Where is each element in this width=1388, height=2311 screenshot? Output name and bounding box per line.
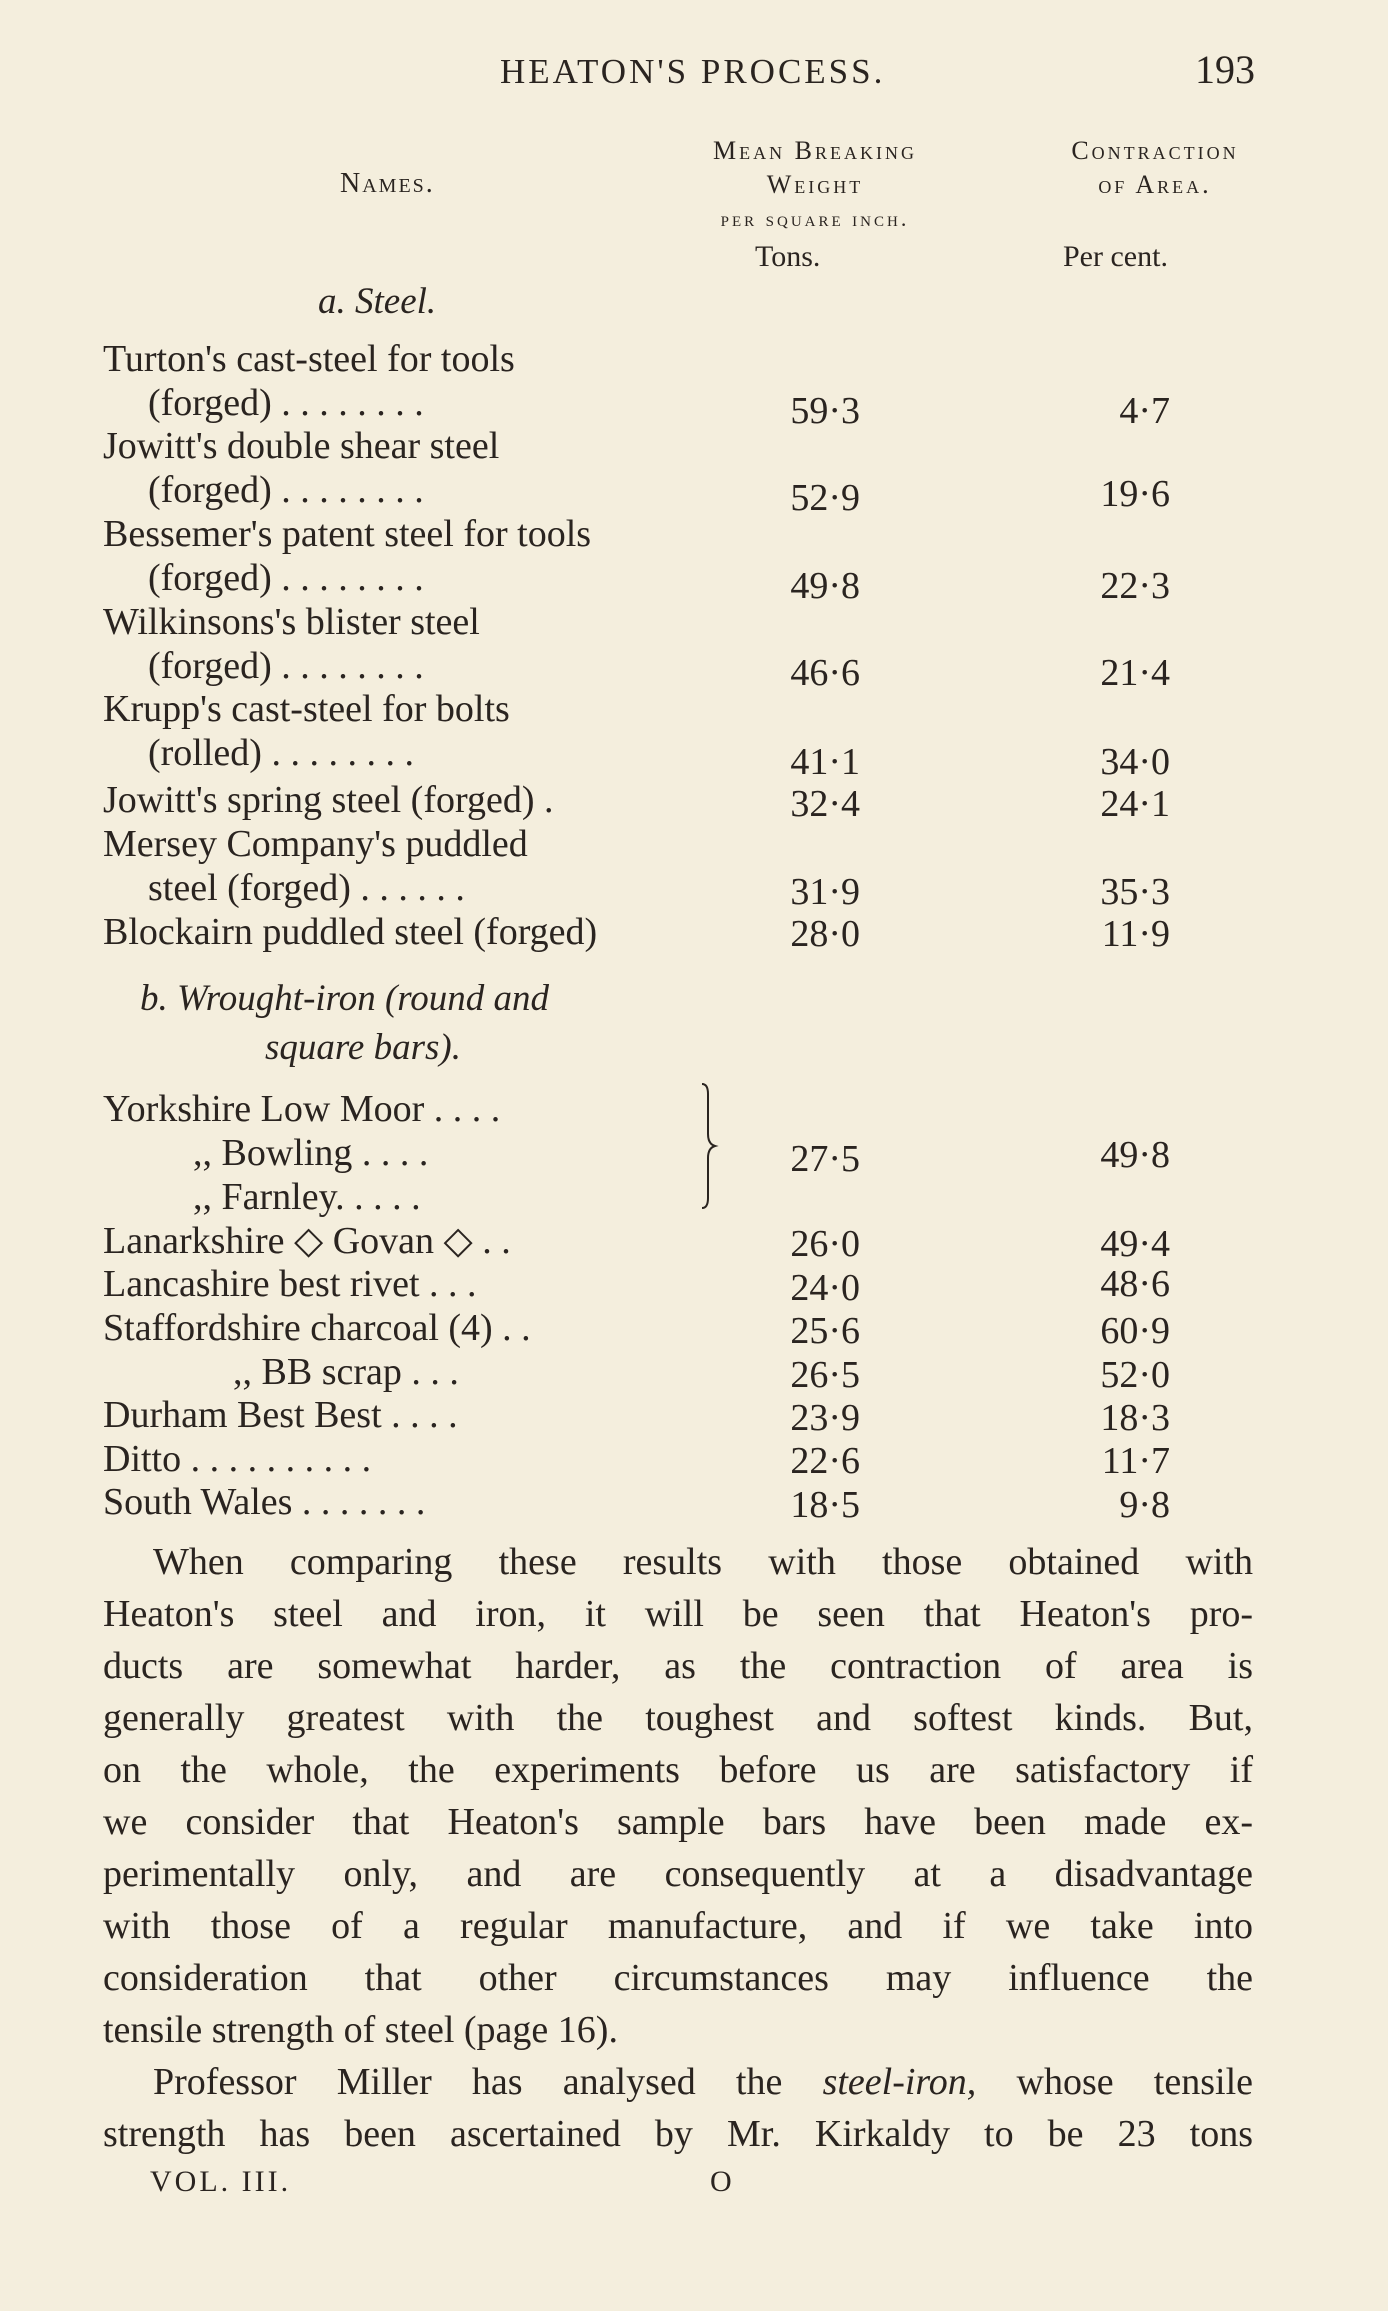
row-name-line: ,, Bowling . . . . [193, 1132, 429, 1174]
table-row [103, 337, 515, 425]
tons-value: 23·9 [790, 1397, 860, 1439]
body-paragraph [103, 2056, 1253, 2160]
row-name-line: Wilkinsons's blister steel [103, 601, 480, 643]
text-line: strength has been ascertained by Mr. Kirkaldy to be 23 tons [103, 2113, 1253, 2155]
table-row [103, 687, 510, 775]
table-row: Staffordshire charcoal (4) . . [103, 1307, 531, 1349]
text-line: on the whole, the experiments before us are satisfactory if [103, 1749, 1253, 1791]
tons-value: 31·9 [790, 871, 860, 913]
table-row [103, 910, 597, 954]
section-steel-heading: a. Steel. [318, 281, 437, 322]
percent-value: 48·6 [1100, 1263, 1170, 1305]
percent-value: 18·3 [1100, 1397, 1170, 1439]
mbw-header-line-3: per square inch. [720, 206, 910, 231]
percent-value: 52·0 [1100, 1354, 1170, 1396]
percent-value: 35·3 [1100, 871, 1170, 913]
percent-value: 34·0 [1100, 741, 1170, 783]
row-name-line: steel (forged) . . . . . . [148, 867, 465, 909]
table-row [103, 512, 591, 600]
table-row [103, 424, 499, 512]
mean-breaking-weight-header [660, 134, 970, 236]
table-row [103, 822, 528, 910]
text-line [103, 2056, 1253, 2108]
table-row [103, 1350, 459, 1394]
tons-value: 24·0 [790, 1267, 860, 1309]
tons-value: 41·1 [790, 741, 860, 783]
row-name-line: Krupp's cast-steel for bolts [103, 688, 510, 730]
row-name-line: (forged) . . . . . . . . [148, 645, 424, 687]
tons-value: 52·9 [790, 477, 860, 519]
tons-value: 46·6 [790, 652, 860, 694]
text-line: with those of a regular manufacture, and if we take into [103, 1905, 1253, 1947]
text-line: perimentally only, and are consequently at a disadvantage [103, 1853, 1253, 1895]
percent-value: 49·8 [1100, 1134, 1170, 1176]
text-line: tensile strength of steel (page 16). [103, 2009, 618, 2051]
percent-value: 19·6 [1100, 473, 1170, 515]
text-line: we consider that Heaton's sample bars have been made ex- [103, 1801, 1253, 1843]
tons-value: 26·5 [790, 1354, 860, 1396]
italic-term: steel-iron, [822, 2061, 977, 2103]
text-run: whose tensile [976, 2061, 1253, 2103]
text-line: ducts are somewhat harder, as the contraction of area is [103, 1645, 1253, 1687]
names-column-header: Names. [340, 168, 435, 199]
section-b-line-1: b. Wrought-iron (round and [140, 978, 550, 1019]
coa-header-line-1: Contraction [1071, 136, 1239, 165]
coa-header-line-2: of Area. [1098, 170, 1212, 199]
row-name-line: Jowitt's spring steel (forged) . [103, 779, 554, 821]
row-name-line: Mersey Company's puddled [103, 823, 528, 865]
percent-value: 11·9 [1101, 913, 1170, 955]
tons-value: 27·5 [790, 1138, 860, 1180]
tons-value: 32·4 [790, 783, 860, 825]
tons-value: 49·8 [790, 565, 860, 607]
tons-value: 26·0 [790, 1223, 860, 1265]
row-name-line: (forged) . . . . . . . . [148, 469, 424, 511]
page-number: 193 [1195, 47, 1255, 92]
body-paragraph [103, 1536, 1253, 2056]
percent-value: 60·9 [1100, 1310, 1170, 1352]
text-line: generally greatest with the toughest and softest kinds. But, [103, 1697, 1253, 1739]
percent-value: 9·8 [1119, 1484, 1170, 1526]
contraction-of-area-header [1015, 134, 1295, 202]
row-name-line: (rolled) . . . . . . . . [148, 732, 414, 774]
tons-value: 25·6 [790, 1310, 860, 1352]
percent-value: 24·1 [1100, 783, 1170, 825]
table-row: Lancashire best rivet . . . [103, 1263, 477, 1305]
table-row [103, 778, 553, 822]
table-row: South Wales . . . . . . . [103, 1481, 426, 1523]
tons-value: 22·6 [790, 1440, 860, 1482]
running-head: HEATON'S PROCESS. [500, 52, 886, 91]
percent-value: 11·7 [1101, 1440, 1170, 1482]
row-name-line: Blockairn puddled steel (forged) [103, 911, 598, 953]
row-name-line: Yorkshire Low Moor . . . . [103, 1088, 501, 1130]
table-row: Lanarkshire ◇ Govan ◇ . . [103, 1220, 511, 1262]
row-name-line: ,, Farnley. . . . . [193, 1176, 421, 1218]
tons-unit-label: Tons. [755, 240, 821, 273]
row-name-line: Turton's cast-steel for tools [103, 338, 515, 380]
mbw-header-line-2: Weight [766, 170, 864, 199]
table-row: Ditto . . . . . . . . . . [103, 1438, 372, 1480]
row-name-line: (forged) . . . . . . . . [148, 382, 424, 424]
volume-marker: VOL. III. [150, 2165, 292, 2198]
table-row [103, 1087, 500, 1219]
text-line: consideration that other circumstances may influence the [103, 1957, 1253, 1999]
percent-value: 49·4 [1100, 1223, 1170, 1265]
text-run: Professor Miller has analysed the [153, 2061, 823, 2103]
table-row [103, 600, 480, 688]
text-line: Heaton's steel and iron, it will be seen that Heaton's pro- [103, 1593, 1253, 1635]
text-line: When comparing these results with those obtained with [153, 1541, 1253, 1583]
percent-value: 4·7 [1119, 390, 1170, 432]
percent-value: 22·3 [1100, 565, 1170, 607]
percent-value: 21·4 [1100, 652, 1170, 694]
tons-value: 18·5 [790, 1484, 860, 1526]
section-b-line-2: square bars). [265, 1027, 461, 1068]
section-wrought-iron-heading [140, 977, 549, 1069]
signature-mark: O [710, 2165, 732, 2198]
percent-unit-label: Per cent. [1063, 240, 1168, 273]
row-name-line: Bessemer's patent steel for tools [103, 513, 592, 555]
row-name-line: Jowitt's double shear steel [103, 425, 500, 467]
row-name-line: (forged) . . . . . . . . [148, 557, 424, 599]
table-row: Durham Best Best . . . . [103, 1394, 458, 1436]
tons-value: 28·0 [790, 913, 860, 955]
mbw-header-line-1: Mean Breaking [713, 136, 917, 165]
tons-value: 59·3 [790, 390, 860, 432]
row-name-line: ,, BB scrap . . . [233, 1351, 459, 1393]
